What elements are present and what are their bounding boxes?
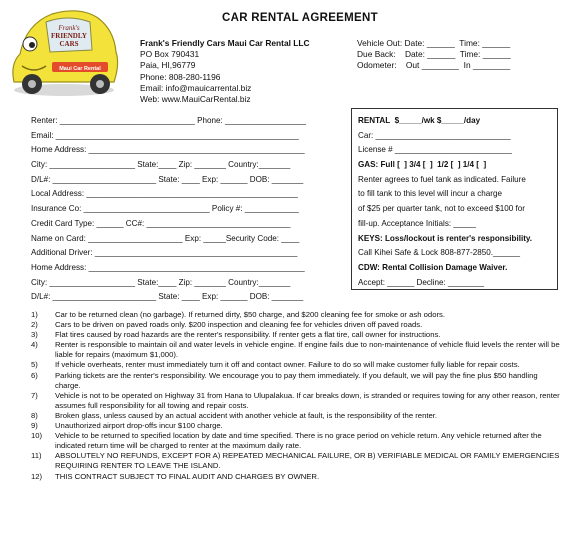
- gas-level-checkboxes[interactable]: GAS: Full [ ] 3/4 [ ] 1/2 [ ] 1/4 [ ]: [358, 160, 487, 170]
- term-text: Flat tires caused by road hazards are the renter's responsibility. If renter gets a flat tire, call owner for instructions.: [55, 330, 441, 340]
- term-text: Vehicle is not to be operated on Highway 31 from Hana to Ulupalakua. If car breaks down, is stranded or requires towing for any other reason, renter assumes full responsibility for all towing and repair costs.: [55, 390, 560, 410]
- term-text: Broken glass, unless caused by an actual accident with another vehicle at fault, is the responsibility of the renter.: [55, 410, 438, 420]
- logo-line-1: Frank's: [58, 24, 80, 32]
- term-number: 9): [31, 421, 38, 431]
- vehicle-out-field[interactable]: Vehicle Out: Date: ______ Time: ______: [357, 38, 511, 48]
- locksmith-contact: Call Kihei Safe & Lock 808-877-2850.______: [358, 248, 520, 258]
- term-item: [31, 451, 561, 471]
- additional-driver-field[interactable]: Additional Driver: _____________________________________________: [31, 248, 298, 258]
- name-on-card-field[interactable]: Name on Card: _____________________ Exp: _____Security Code: ____: [31, 233, 300, 243]
- odometer-field[interactable]: Odometer: Out ________ In ________: [357, 60, 511, 71]
- company-phone: Phone: 808-280-1196: [140, 71, 221, 82]
- term-item: [31, 431, 561, 451]
- logo-plate-text: Maui Car Rental: [59, 66, 101, 72]
- company-info: [140, 38, 310, 105]
- term-number: 12): [31, 471, 43, 481]
- term-item: [31, 411, 561, 421]
- driver-home-address-field[interactable]: Home Address: ________________________________________________: [31, 262, 305, 272]
- term-text: Car to be returned clean (no garbage). If returned dirty, $50 charge, and $200 cleaning fee for smoke or ash odors.: [55, 310, 446, 319]
- logo-line-2: FRIENDLY: [51, 32, 87, 40]
- company-name: Frank's Friendly Cars Maui Car Rental LLC: [140, 38, 310, 48]
- renter-field[interactable]: Renter: ______________________________ Phone: __________________: [31, 116, 307, 125]
- term-number: 6): [31, 370, 38, 380]
- logo-line-3: CARS: [59, 40, 79, 48]
- term-text: ABSOLUTELY NO REFUNDS, EXCEPT FOR A) REPEATED MECHANICAL FAILURE, OR B) VERIFIABLE MEDICAL OR FAMILY EMERGENCIES REQUIRING RENTER TO LEAVE THE ISLAND.: [55, 451, 560, 471]
- term-number: 7): [31, 390, 38, 400]
- term-text: Unauthorized airport drop-offs incur $100 charge.: [55, 421, 223, 431]
- term-item: [31, 371, 561, 391]
- due-back-field[interactable]: Due Back: Date: ______ Time: ______: [357, 49, 511, 60]
- company-email: Email: info@mauicarrental.biz: [140, 82, 252, 93]
- term-number: 5): [31, 360, 38, 370]
- city-field[interactable]: City: ___________________ State:____ Zip: _______ Country:_______: [31, 160, 291, 170]
- terms-list: [31, 310, 561, 482]
- term-number: 11): [31, 451, 42, 461]
- credit-card-field[interactable]: Credit Card Type: ______ CC#: ________________________________: [31, 218, 291, 228]
- cdw-accept-decline-field[interactable]: Accept: ______ Decline: ________: [358, 277, 484, 287]
- term-text: THIS CONTRACT SUBJECT TO FINAL AUDIT AND CHARGES BY OWNER.: [55, 471, 320, 481]
- term-item: [31, 330, 561, 340]
- insurance-field[interactable]: Insurance Co: ____________________________ Policy #: ____________: [31, 204, 299, 214]
- local-address-field[interactable]: Local Address: _______________________________________________: [31, 189, 298, 199]
- term-item: [31, 360, 561, 370]
- term-item: [31, 310, 561, 320]
- term-item: [31, 320, 561, 330]
- term-number: 2): [31, 320, 38, 330]
- fuel-terms-line-1: Renter agrees to fuel tank as indicated. Failure: [358, 174, 526, 184]
- term-text: Parking tickets are the renter's responsibility. We encourage you to pay them immediately. If you default, we will pay the fine plus $50 handling charge.: [55, 370, 538, 390]
- drivers-license-field[interactable]: D/L#: _______________________ State: ____ Exp: ______ DOB: _______: [31, 174, 304, 184]
- acceptance-initials-field[interactable]: fill-up. Acceptance Initials: _____: [358, 218, 476, 228]
- vehicle-info: [357, 38, 511, 72]
- term-text: Cars to be driven on paved roads only. $200 inspection and cleaning fee for vehicles driven off paved roads.: [55, 320, 423, 330]
- fuel-terms-line-3: of $25 per quarter tank, not to exceed $100 for: [358, 204, 525, 214]
- renter-form: [31, 114, 347, 305]
- friendly-cars-logo: [6, 4, 122, 100]
- term-number: 10): [31, 431, 43, 441]
- term-text: Renter is responsible to maintain oil and water levels in vehicle engine. If engine fails due to non-maintenance of vehicle fluid levels the renter will be liable for repairs (maximum $1,000).: [55, 340, 560, 360]
- document-title: CAR RENTAL AGREEMENT: [222, 12, 378, 24]
- driver-city-field[interactable]: City: ___________________ State:____ Zip: _______ Country:_______: [31, 277, 291, 287]
- term-number: 8): [31, 410, 38, 420]
- rental-box: [351, 108, 558, 290]
- term-item: [31, 340, 561, 360]
- license-field[interactable]: License # __________________________: [358, 145, 512, 155]
- term-number: 4): [31, 340, 38, 350]
- rental-rate-field[interactable]: RENTAL $_____/wk $_____/day: [358, 116, 481, 125]
- term-text: If vehicle overheats, renter must immediately turn it off and contact owner. Failure to do so will make customer fully liable for repair costs.: [55, 360, 520, 370]
- cdw-notice: CDW: Rental Collision Damage Waiver.: [358, 262, 508, 272]
- company-po-box: PO Box 790431: [140, 49, 200, 60]
- keys-notice: KEYS: Loss/lockout is renter's responsibility.: [358, 233, 533, 243]
- fuel-terms-line-2: to fill tank to this level will incur a charge: [358, 189, 502, 199]
- term-number: 3): [31, 330, 38, 340]
- company-web: Web: www.MauiCarRental.biz: [140, 94, 251, 105]
- email-field[interactable]: Email: ______________________________________________________: [31, 130, 299, 140]
- car-field[interactable]: Car: ______________________________: [358, 130, 511, 140]
- term-item: [31, 421, 561, 431]
- term-item: [31, 391, 561, 411]
- home-address-field[interactable]: Home Address: ________________________________________________: [31, 145, 305, 155]
- driver-license-field[interactable]: D/L#: _______________________ State: ____ Exp: ______ DOB: _______: [31, 292, 304, 302]
- term-item: [31, 472, 561, 482]
- term-text: Vehicle to be returned to specified location by date and time specified. There is no grace period on vehicle return. Any vehicle returned after the indicated return time will be charged to renter at the maximum daily rate.: [55, 431, 542, 451]
- term-number: 1): [31, 310, 38, 319]
- company-city: Paia, HI,96779: [140, 60, 196, 71]
